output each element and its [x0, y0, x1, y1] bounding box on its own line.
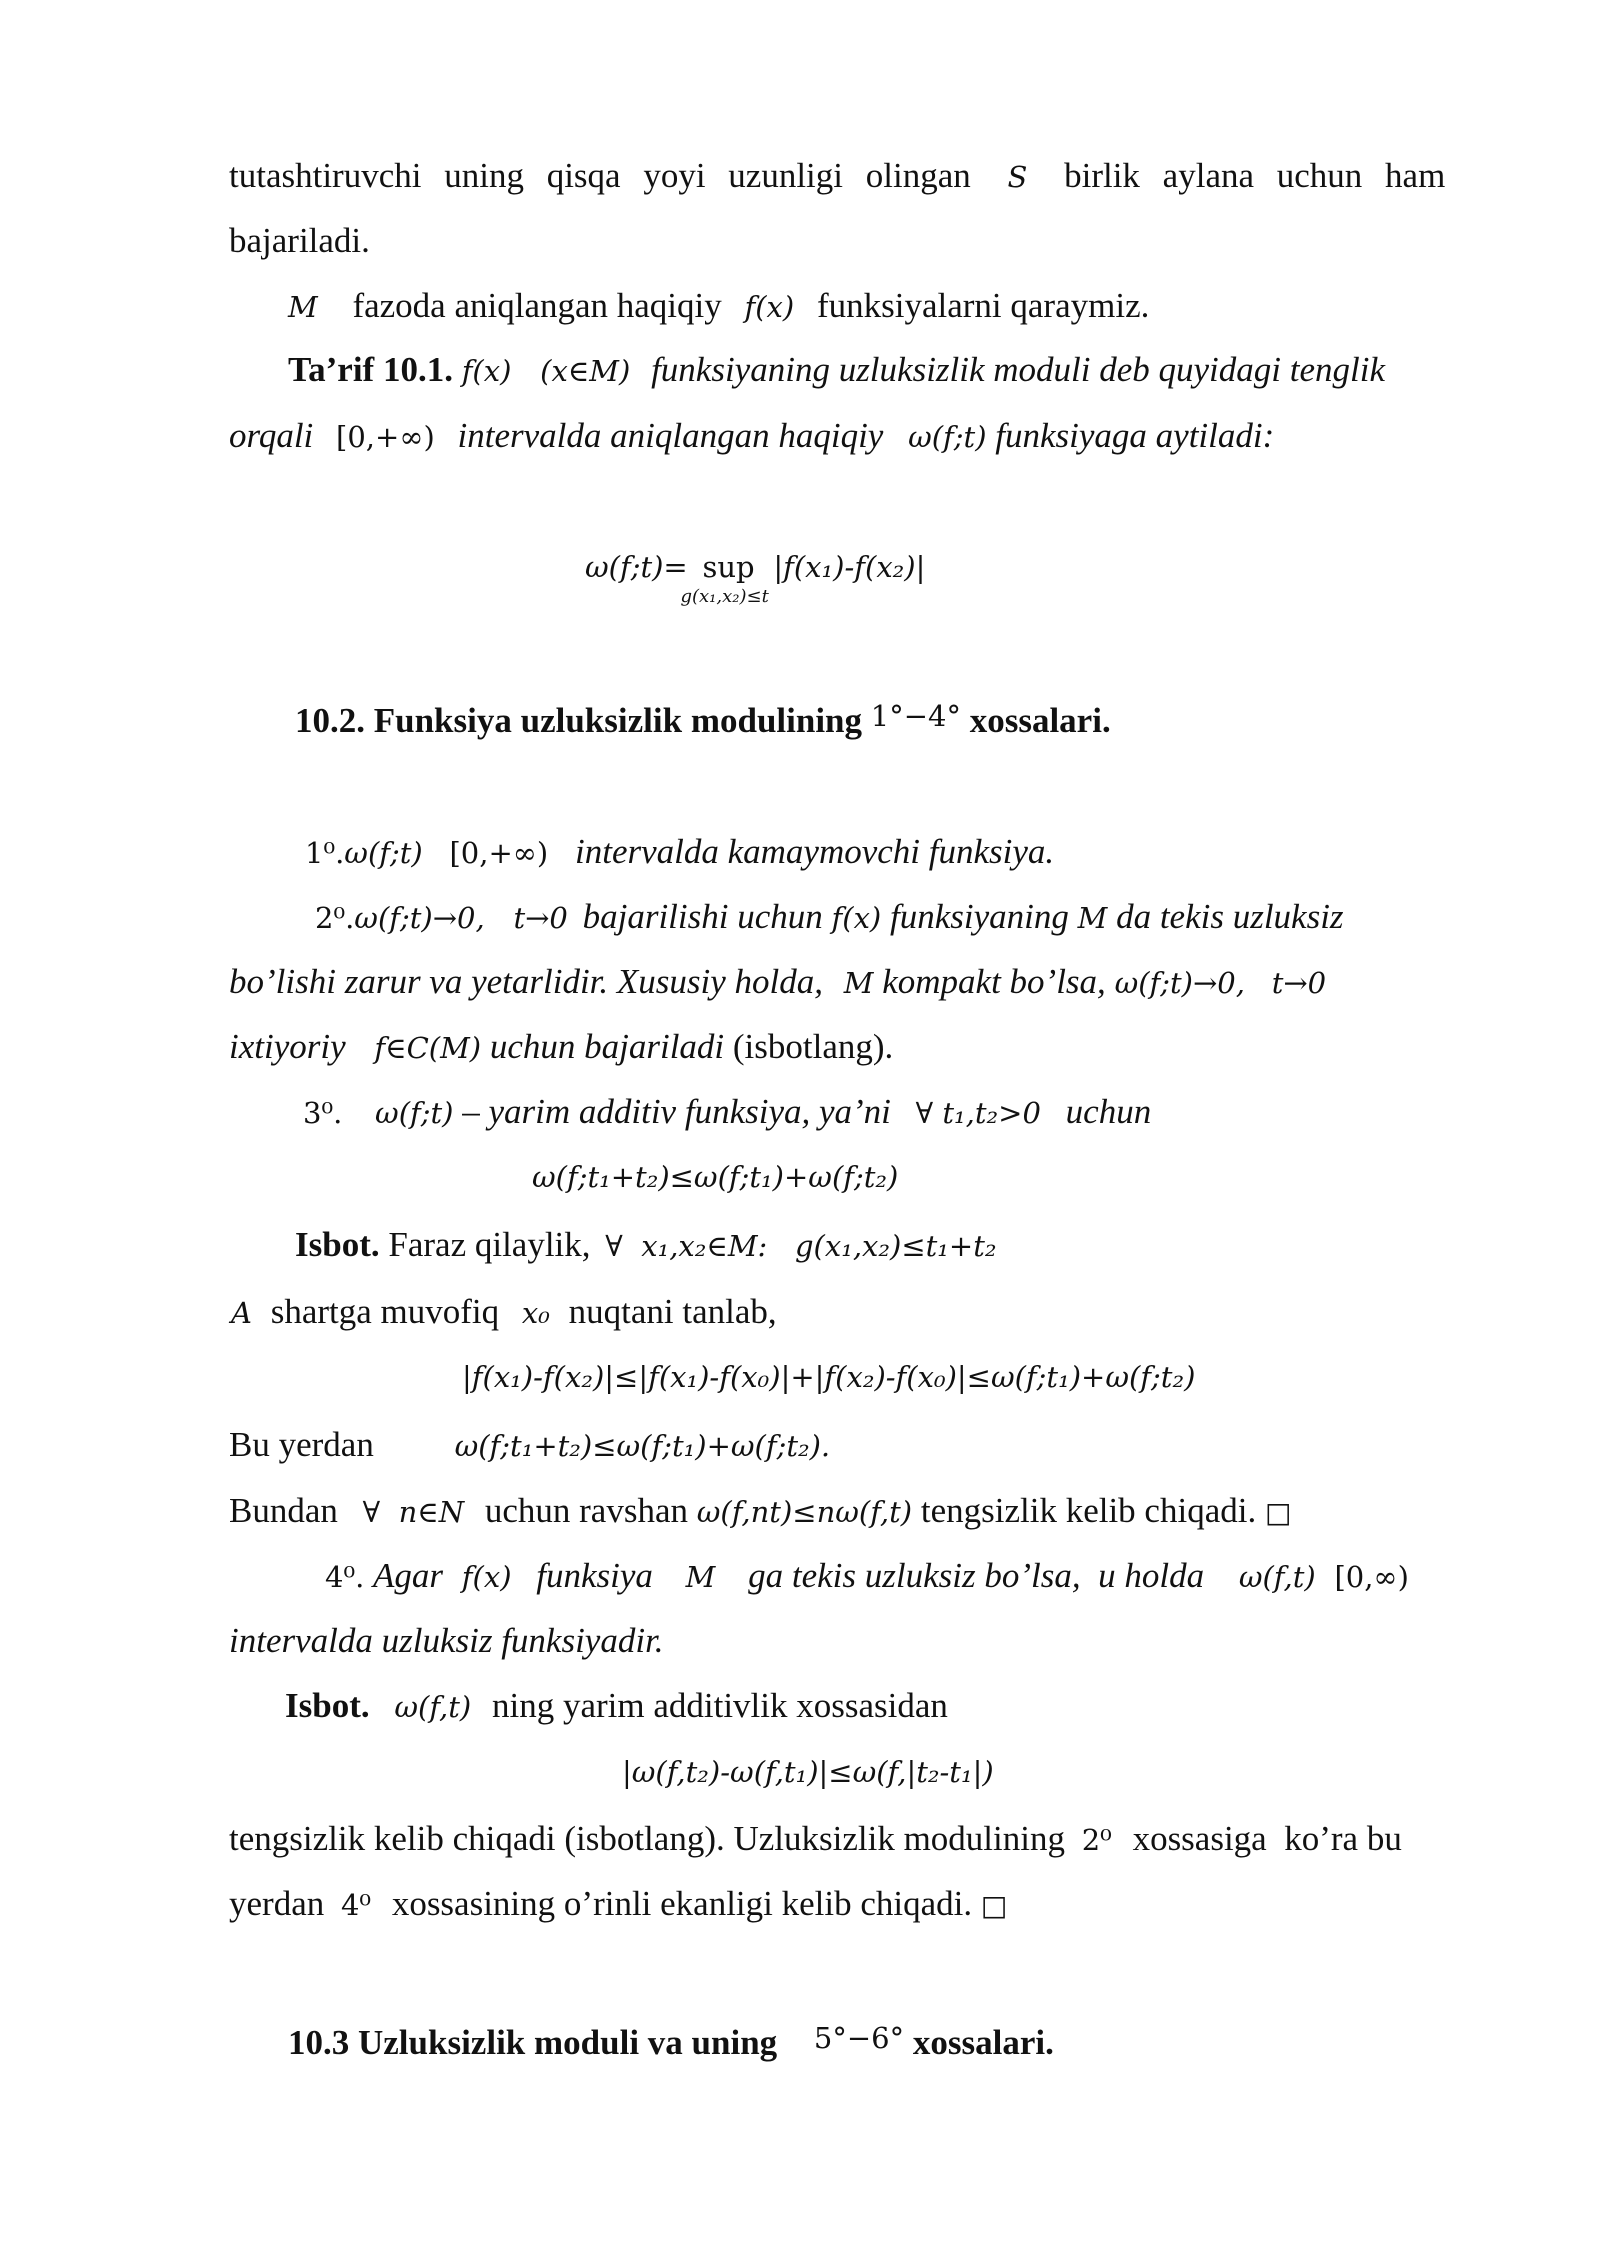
math-formula: ω(f;t₁+t₂)≤ω(f;t₁)+ω(f;t₂).: [454, 1429, 831, 1463]
text: bajariladi.: [229, 221, 370, 260]
text: kompakt bo’lsa,: [882, 962, 1106, 1001]
text-line: [229, 223, 370, 258]
text: bajarilishi uchun: [582, 897, 823, 936]
heading-range: 1°−4°: [870, 699, 961, 733]
math-symbol: [0,+∞): [336, 420, 435, 454]
text: funksiyaning: [889, 897, 1069, 936]
text: nuqtani tanlab,: [568, 1292, 777, 1331]
math-formula: ω(f;t₁+t₂)≤ω(f;t₁)+ω(f;t₂): [532, 1160, 899, 1194]
math-symbol: t→0: [1271, 966, 1327, 1000]
formula-rhs: |f(x₁)-f(x₂)|: [773, 550, 926, 584]
text: ning yarim additivlik xossasidan: [491, 1686, 948, 1725]
math-symbol: [0,∞): [1334, 1560, 1409, 1594]
property-number: 2⁰: [1081, 1823, 1112, 1857]
text: funksiyalarni qaraymiz.: [816, 286, 1150, 325]
math-symbol: f(x): [461, 1560, 512, 1594]
proof-line: [285, 1688, 948, 1723]
property-line: [229, 1623, 664, 1658]
sup-operator: [680, 548, 769, 607]
text: fazoda aniqlangan haqiqiy: [352, 286, 722, 325]
property-line: [229, 1029, 893, 1064]
math-formula: ω(f,nt)≤nω(f,t): [696, 1495, 913, 1529]
math-symbol: f(x): [831, 901, 882, 935]
math-symbol: M: [288, 290, 318, 324]
text: xossasiga ko’ra bu: [1132, 1819, 1402, 1858]
definition-label: Ta’rif 10.1.: [288, 350, 453, 389]
math-symbol: f(x): [744, 290, 795, 324]
proof-line: [231, 1294, 777, 1329]
proof-line: [229, 1427, 830, 1462]
section-heading: [295, 699, 1111, 740]
heading-range: 5°−6°: [813, 2021, 905, 2055]
proof-label: Isbot.: [295, 1225, 380, 1264]
text: funksiyaning uzluksizlik moduli deb quyidagi tenglik: [651, 350, 1386, 389]
property-number: 2⁰.: [315, 901, 355, 935]
math-formula: |f(x₁)-f(x₂)|≤|f(x₁)-f(x₀)|+|f(x₂)-f(x₀)|≤ω(f;t₁)+ω(f;t₂): [462, 1360, 1196, 1394]
text-line: [229, 158, 1486, 193]
formula: [462, 1358, 1195, 1393]
text-line: [229, 1821, 1402, 1856]
property-line: [229, 964, 1326, 999]
text: tutashtiruvchi uning qisqa yoyi uzunligi olingan: [229, 156, 971, 195]
formula: [585, 548, 926, 607]
text: intervalda aniqlangan haqiqiy: [457, 416, 884, 455]
text: birlik aylana uchun ham: [1064, 156, 1446, 195]
text: xossasining o’rinli ekanligi kelib chiqadi.: [391, 1884, 973, 1923]
heading-text: 10.2. Funksiya uzluksizlik modulining: [295, 701, 863, 740]
text: – yarim additiv funksiya, ya’ni: [462, 1092, 891, 1131]
qed-symbol: □: [1264, 1496, 1292, 1529]
text: Bu yerdan: [229, 1425, 374, 1464]
property-line: [303, 1094, 1151, 1129]
formula: [532, 1158, 898, 1193]
text: funksiya: [536, 1556, 653, 1595]
property-number: 1⁰.: [305, 836, 345, 870]
text: ixtiyoriy: [229, 1027, 346, 1066]
heading-text: 10.3 Uzluksizlik moduli va uning: [288, 2023, 778, 2062]
text: intervalda uzluksiz funksiyadir.: [229, 1621, 664, 1660]
math-symbol: (x∈M): [540, 354, 631, 388]
text-line: [288, 288, 1149, 323]
text: uchun: [1065, 1092, 1152, 1131]
property-line: [305, 834, 1054, 869]
math-symbol: [0,+∞): [449, 836, 549, 870]
sup-text: sup: [702, 550, 755, 584]
section-heading: [288, 2021, 1054, 2062]
math-symbol: ω(f;t): [375, 1096, 454, 1130]
formula-lhs: ω(f;t)=: [585, 550, 688, 584]
math-symbol: M: [685, 1560, 716, 1594]
text: Bundan: [229, 1491, 338, 1530]
text: tengsizlik kelib chiqadi.: [920, 1491, 1257, 1530]
text: ga tekis uzluksiz bo’lsa, u holda: [748, 1556, 1205, 1595]
text: tengsizlik kelib chiqadi (isbotlang). Uzluksizlik modulining: [229, 1819, 1065, 1858]
math-symbol: t→0: [513, 901, 568, 935]
math-symbol: x₀: [521, 1296, 550, 1330]
qed-symbol: □: [980, 1889, 1008, 1922]
math-symbol: M: [843, 966, 874, 1000]
text: funksiyaga aytiladi:: [995, 416, 1275, 455]
math-formula: |ω(f,t₂)-ω(f,t₁)|≤ω(f,|t₂-t₁|): [622, 1755, 994, 1789]
math-symbol: ω(f,t): [394, 1690, 472, 1724]
text: yerdan: [229, 1884, 325, 1923]
math-symbol: S: [1007, 160, 1028, 194]
math-symbol: f(x): [461, 354, 512, 388]
text: orqali: [229, 416, 314, 455]
math-symbol: f∈C(M): [374, 1031, 482, 1065]
heading-text: xossalari.: [912, 2023, 1054, 2062]
text: Faraz qilaylik,: [388, 1225, 591, 1264]
sup-limit: g(x₁,x₂)≤t: [680, 586, 769, 607]
math-symbol: ω(f,t): [1238, 1560, 1316, 1594]
proof-line: [295, 1227, 997, 1262]
text: (isbotlang).: [732, 1027, 894, 1066]
math-symbol: ∀ t₁,t₂>0: [915, 1096, 1041, 1130]
text: uchun ravshan: [484, 1491, 688, 1530]
text: da tekis uzluksiz: [1116, 897, 1344, 936]
property-number: 4⁰.: [325, 1560, 365, 1594]
property-line: [315, 899, 1344, 934]
proof-label: Isbot.: [285, 1686, 370, 1725]
math-symbol: ∀ n∈N: [362, 1495, 465, 1529]
math-symbol: ω(f;t): [908, 420, 987, 454]
math-symbol: ω(f;t)→0,: [1114, 966, 1245, 1000]
definition-line: [229, 418, 1274, 453]
text: intervalda kamaymovchi funksiya.: [575, 832, 1055, 871]
text: shartga muvofiq: [270, 1292, 500, 1331]
property-number: 3⁰.: [303, 1096, 343, 1130]
text: uchun bajariladi: [489, 1027, 725, 1066]
proof-line: [229, 1493, 1291, 1528]
text: Agar: [373, 1556, 444, 1595]
formula: [622, 1753, 994, 1788]
math-symbol: ω(f;t): [344, 836, 423, 870]
math-formula: ∀ x₁,x₂∈M: g(x₁,x₂)≤t₁+t₂: [605, 1229, 997, 1263]
text: bo’lishi zarur va yetarlidir. Xususiy holda,: [229, 962, 824, 1001]
property-number: 4⁰: [340, 1888, 372, 1922]
definition-line: [288, 352, 1385, 387]
math-symbol: A: [231, 1296, 252, 1330]
text-line: [229, 1886, 1007, 1921]
math-symbol: ω(f;t)→0,: [354, 901, 485, 935]
property-line: [325, 1558, 1409, 1593]
heading-text: xossalari.: [969, 701, 1111, 740]
math-symbol: M: [1077, 901, 1108, 935]
